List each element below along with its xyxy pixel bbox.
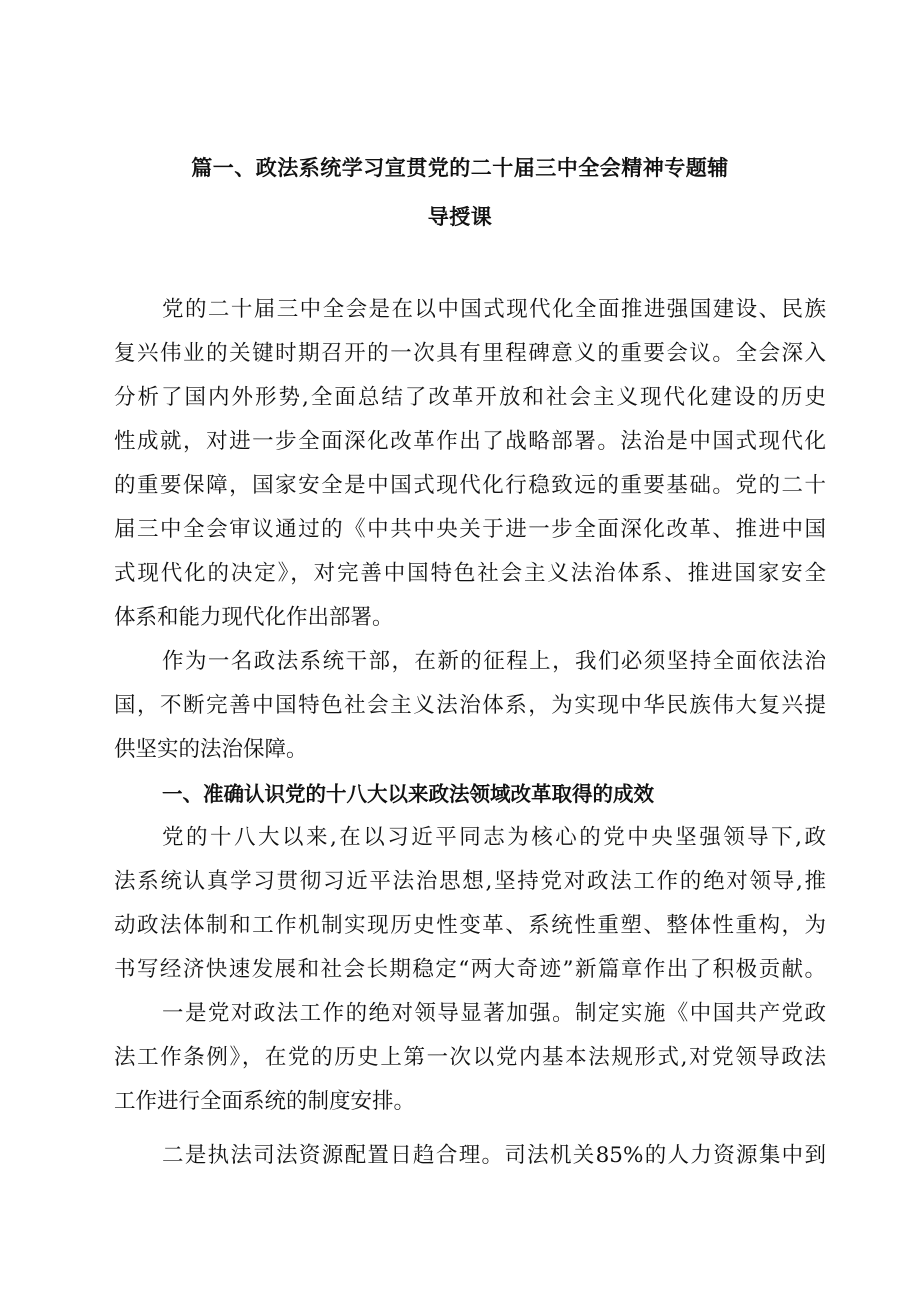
paragraph-3-line: 党的十八大以来,在以习近平同志为核心的党中央坚强领导下,政 [162, 825, 826, 850]
paragraph-1-line: 体系和能力现代化作出部署。 [114, 605, 394, 630]
paragraph-1-line: 分析了国内外形势,全面总结了改革开放和社会主义现代化建设的历史 [114, 385, 826, 410]
paragraph-3-line: 书写经济快速发展和社会长期稳定“两大奇迹”新篇章作出了积极贡献。 [114, 957, 826, 982]
paragraph-2-line: 国，不断完善中国特色社会主义法治体系，为实现中华民族伟大复兴提 [114, 693, 826, 718]
document-title-line-2: 导授课 [427, 205, 493, 229]
paragraph-1-line: 性成就，对进一步全面深化改革作出了战略部署。法治是中国式现代化 [114, 429, 826, 454]
paragraph-4-line: 法工作条例》，在党的历史上第一次以党内基本法规形式,对党领导政法 [114, 1045, 826, 1070]
paragraph-1-line: 式现代化的决定》，对完善中国特色社会主义法治体系、推进国家安全 [114, 561, 826, 586]
section-heading: 一、准确认识党的十八大以来政法领域改革取得的成效 [162, 782, 654, 806]
paragraph-2-line: 供坚实的法治保障。 [114, 737, 308, 762]
paragraph-1-line: 的重要保障，国家安全是中国式现代化行稳致远的重要基础。党的二十 [114, 473, 826, 498]
paragraph-1-line: 届三中全会审议通过的《中共中央关于进一步全面深化改革、推进中国 [114, 517, 826, 542]
paragraph-4-line: 一是党对政法工作的绝对领导显著加强。制定实施《中国共产党政 [162, 1001, 826, 1026]
document-title-line-1: 篇一、政法系统学习宣贯党的二十届三中全会精神专题辅 [191, 156, 729, 180]
paragraph-1-line: 党的二十届三中全会是在以中国式现代化全面推进强国建设、民族 [162, 297, 826, 322]
paragraph-4-line: 工作进行全面系统的制度安排。 [114, 1089, 416, 1114]
paragraph-3-line: 法系统认真学习贯彻习近平法治思想,坚持党对政法工作的绝对领导,推 [114, 869, 826, 894]
paragraph-3-line: 动政法体制和工作机制实现历史性变革、系统性重塑、整体性重构，为 [114, 913, 826, 938]
paragraph-5-line: 二是执法司法资源配置日趋合理。司法机关85%的人力资源集中到 [162, 1143, 826, 1168]
paragraph-2-line: 作为一名政法系统干部，在新的征程上，我们必须坚持全面依法治 [162, 649, 826, 674]
paragraph-1-line: 复兴伟业的关键时期召开的一次具有里程碑意义的重要会议。全会深入 [114, 341, 826, 366]
